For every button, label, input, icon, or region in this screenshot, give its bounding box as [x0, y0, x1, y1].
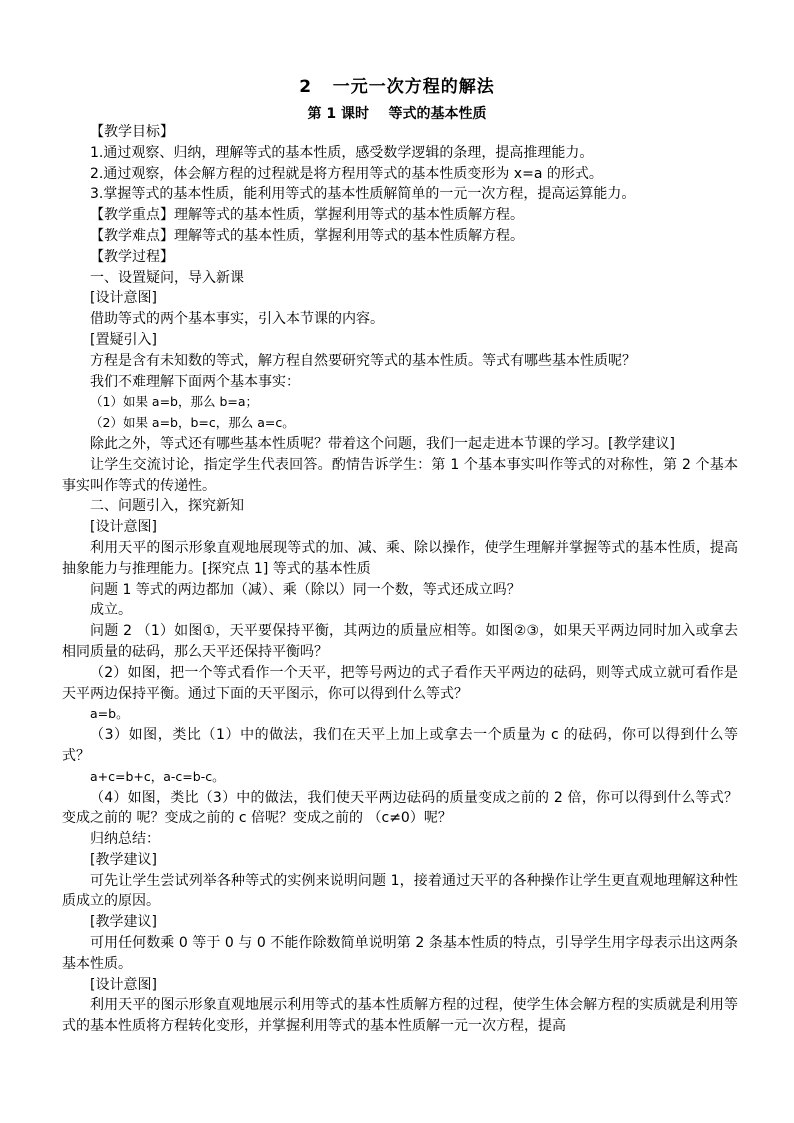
teaching-suggestion-label: [教学建议]	[90, 914, 157, 931]
paragraph: 让学生交流讨论，指定学生代表回答。酌情告诉学生：第 1 个基本事实叫作等式的对称性，第 2 个基本事实叫作等式的传递性。	[62, 456, 738, 494]
objective-item: 1.通过观察、归纳，理解等式的基本性质，感受数学逻辑的条理，提高推理能力。	[90, 144, 594, 161]
document-title: 2 一元一次方程的解法	[299, 77, 495, 97]
section-heading-process: 【教学过程】	[90, 248, 174, 265]
objective-item: 2.通过观察，体会解方程的过程就是将方程用等式的基本性质变形为 x=a 的形式。	[90, 165, 603, 182]
lesson-subtitle: 第 1 课时 等式的基本性质	[307, 106, 487, 122]
teaching-suggestion-label: [教学建议]	[90, 851, 157, 868]
step-heading: 二、问题引入，探究新知	[90, 498, 244, 515]
question: 问题 2 （1）如图①，天平要保持平衡，其两边的质量应相等。如图②③，如果天平两边同时加入或拿去相同质量的砝码，那么天平还保持平衡吗？	[62, 623, 738, 660]
intro-label: [置疑引入]	[90, 331, 157, 348]
document-body	[62, 122, 738, 1037]
answer: a+c=b+c，a-c=b-c。	[90, 768, 225, 784]
paragraph: 利用天平的图示形象直观地展示利用等式的基本性质解方程的过程，使学生体会解方程的实质就是利用等式的基本性质将方程转化变形，并掌握利用等式的基本性质解一元一次方程，提高	[62, 997, 738, 1035]
question-part: （3）如图，类比（1）中的做法，我们在天平上加上或拿去一个质量为 c 的砝码，你可以得到什么等式？	[62, 727, 738, 764]
paragraph: 可用任何数乘 0 等于 0 与 0 不能作除数简单说明第 2 条基本性质的特点，引导学生用字母表示出这两条基本性质。	[62, 935, 738, 972]
paragraph: 可先让学生尝试列举各种等式的实例来说明问题 1，接着通过天平的各种操作让学生更直观地理解这种性质成立的原因。	[62, 872, 738, 910]
answer: a=b。	[90, 706, 129, 722]
design-intent-label: [设计意图]	[90, 290, 157, 307]
difficult-point: 【教学难点】理解等式的基本性质，掌握利用等式的基本性质解方程。	[90, 227, 524, 244]
fact-item: （2）如果 a=b，b=c，那么 a=c。	[90, 415, 295, 431]
paragraph: 我们不难理解下面两个基本事实：	[90, 373, 300, 390]
paragraph: 除此之外，等式还有哪些基本性质呢？带着这个问题，我们一起走进本节课的学习。[教学建议]	[90, 435, 675, 452]
paragraph: 利用天平的图示形象直观地展现等式的加、减、乘、除以操作，使学生理解并掌握等式的基本性质，提高抽象能力与推理能力。[探究点 1] 等式的基本性质	[62, 539, 738, 577]
step-heading: 一、设置疑问，导入新课	[90, 269, 244, 286]
section-heading-objectives: 【教学目标】	[90, 124, 174, 140]
fact-item: （1）如果 a=b，那么 b=a；	[90, 394, 259, 410]
question-part: （2）如图，把一个等式看作一个天平，把等号两边的式子看作天平两边的砝码，则等式成立就可看作是天平两边保持平衡。通过下面的天平图示，你可以得到什么等式？	[62, 664, 738, 702]
paragraph: 借助等式的两个基本事实，引入本节课的内容。	[90, 311, 384, 328]
design-intent-label: [设计意图]	[90, 976, 157, 993]
answer: 成立。	[90, 602, 132, 619]
summary-label: 归纳总结：	[90, 831, 160, 848]
paragraph: 方程是含有未知数的等式，解方程自然要研究等式的基本性质。等式有哪些基本性质呢？	[90, 352, 636, 369]
question-part: （4）如图，类比（3）中的做法，我们使天平两边砝码的质量变成之前的 2 倍，你可以得到什么等式？变成之前的 呢？变成之前的 c 倍呢？变成之前的 （c≠0）呢？	[62, 789, 738, 827]
design-intent-label: [设计意图]	[90, 519, 157, 536]
question: 问题 1 等式的两边都加（减）、乘（除以）同一个数，等式还成立吗？	[90, 581, 521, 598]
objective-item: 3.掌握等式的基本性质，能利用等式的基本性质解简单的一元一次方程，提高运算能力。	[90, 186, 636, 203]
key-point: 【教学重点】理解等式的基本性质，掌握利用等式的基本性质解方程。	[90, 207, 524, 224]
